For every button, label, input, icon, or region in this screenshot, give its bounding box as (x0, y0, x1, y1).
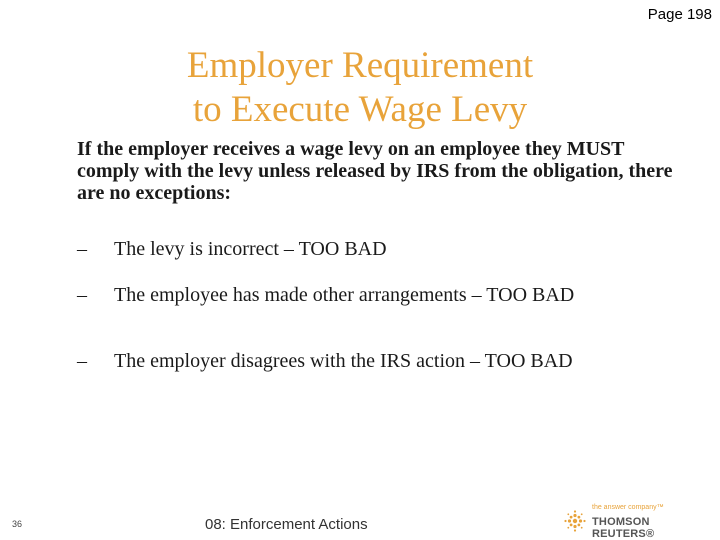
bullet-text: The employee has made other arrangements – TOO BAD (114, 284, 575, 306)
slide-number: 36 (12, 519, 23, 529)
bullet-text: The levy is incorrect – TOO BAD (114, 238, 387, 260)
bullet-dash: – (77, 238, 87, 260)
logo-wordmark: THOMSON REUTERS® (592, 516, 655, 540)
slide-title-line-1: Employer Requirement (186, 45, 534, 86)
thomson-reuters-logo (562, 504, 712, 540)
bullet-item (77, 284, 714, 306)
bullet-dash: – (77, 284, 87, 306)
bullet-item (77, 350, 714, 372)
page-number: Page 198 (647, 6, 712, 23)
bullet-item (77, 238, 714, 260)
footer-text: 08: Enforcement Actions (205, 516, 368, 533)
bullet-dash: – (77, 350, 87, 372)
logo-tagline: the answer company™ (592, 504, 664, 511)
slide-title-line-2: to Execute Wage Levy (192, 89, 528, 130)
intro-paragraph: If the employer receives a wage levy on an employee they MUST comply with the levy unless released by IRS from the obligation, there are no exceptions: (77, 138, 673, 204)
slide-title (0, 44, 720, 132)
reuters-dots-icon (564, 510, 586, 532)
bullet-text: The employer disagrees with the IRS action – TOO BAD (114, 350, 573, 372)
